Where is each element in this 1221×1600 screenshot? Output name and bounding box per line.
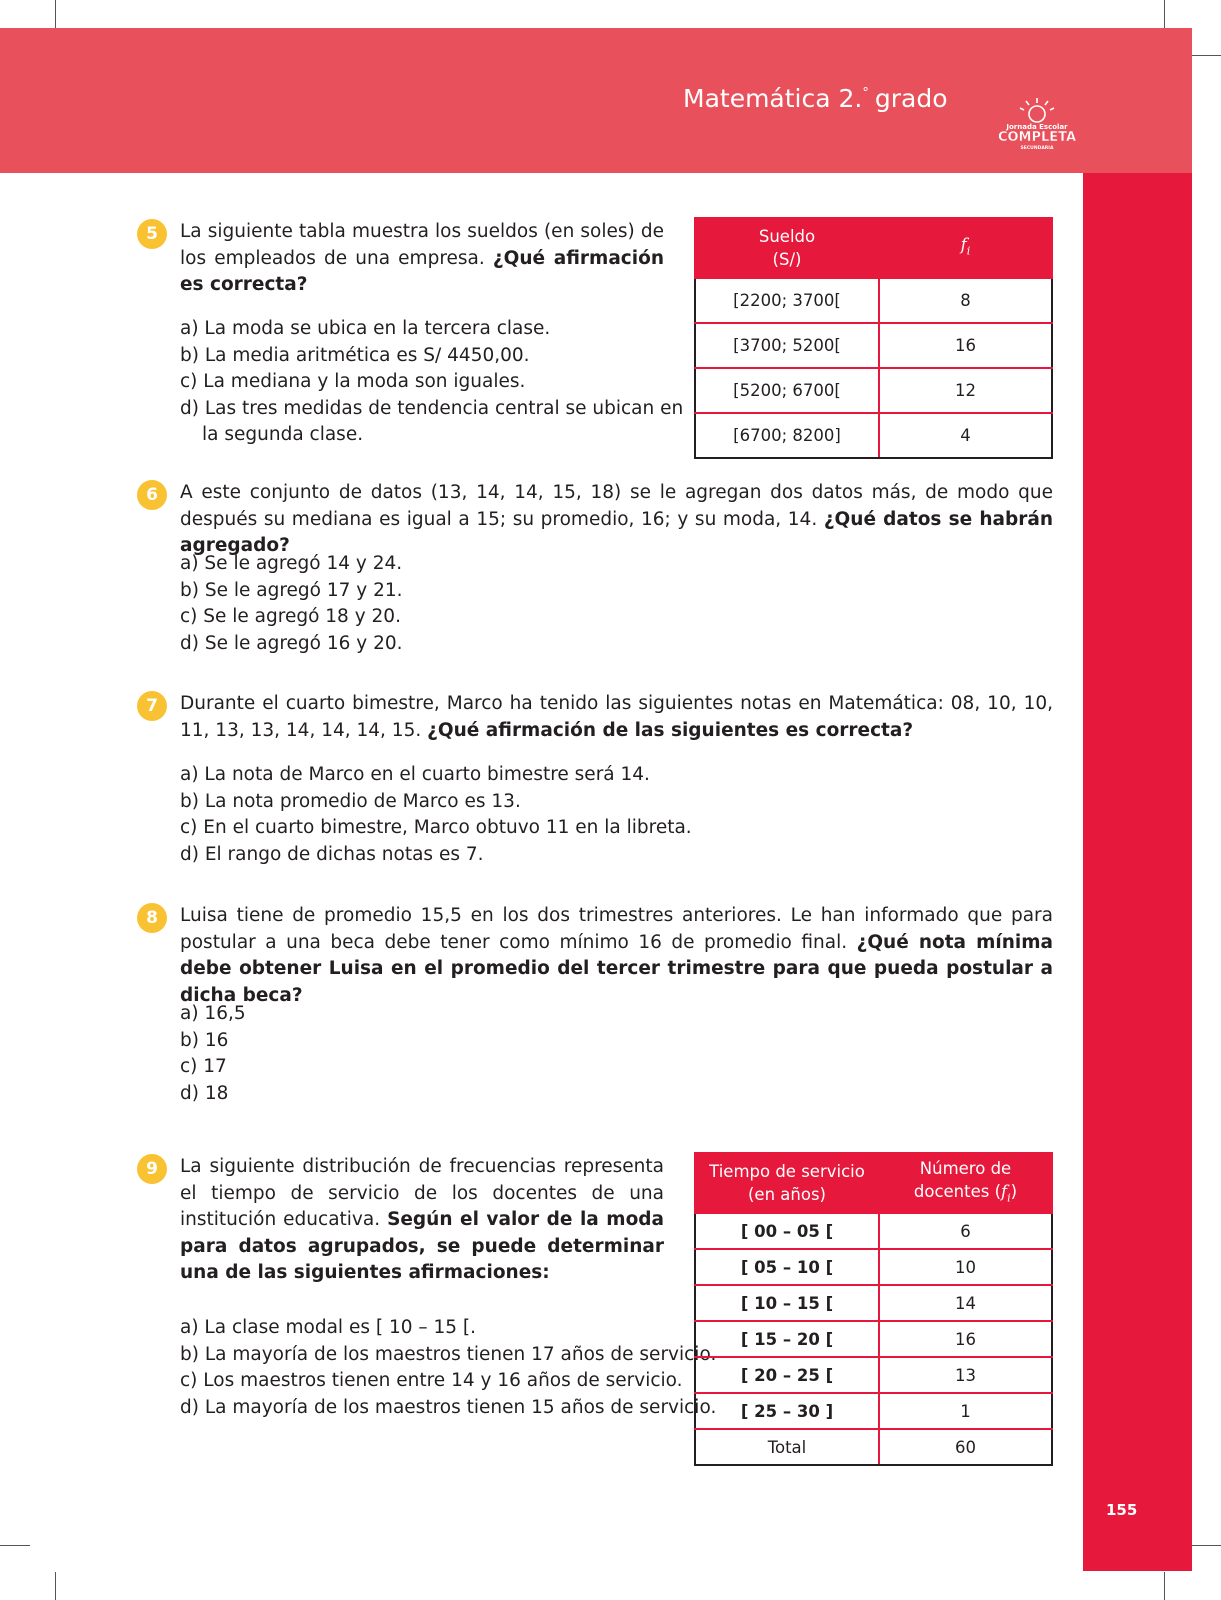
question-9-options [180,1315,716,1421]
service-time-frequency-table [694,1152,1053,1466]
total-value: 60 [879,1429,1052,1465]
table-row [695,1321,1052,1357]
interval-cell: [3700; 5200[ [695,323,879,368]
question-9-stem: La siguiente distribución de frecuencias representa el tiempo de servicio de los docentes de una institución educativa. Según el valor de la moda para datos agrupados, se puede determinar una de las siguientes afirmaciones: [180,1156,665,1283]
option-a[interactable]: a) La clase modal es [ 10 – 15 [. [180,1317,477,1338]
crop-mark [1164,1572,1165,1600]
page-number: 155 [1106,1501,1138,1519]
option-d[interactable]: d) Se le agregó 16 y 20. [180,632,403,654]
table-row [695,1213,1052,1249]
frequency-cell: 14 [879,1285,1052,1321]
option-b[interactable]: b) La media aritmética es S/ 4450,00. [180,344,530,366]
table-row [695,413,1052,458]
question-number-badge: 6 [137,480,167,510]
logo-line3: SECUNDARIA [1020,146,1054,151]
table-row [695,368,1052,413]
option-a[interactable]: a) La moda se ubica en la tercera clase. [180,318,551,339]
interval-cell: [ 25 – 30 ] [695,1393,879,1429]
page-title: Matemática 2.° grado [683,84,948,113]
jornada-escolar-logo [998,96,1076,154]
question-5-stem: La siguiente tabla muestra los sueldos (en soles) de los empleados de una empresa. ¿Qué afirmación es correcta? [180,221,664,295]
header-cell: Sueldo (S/) [695,218,879,278]
option-b[interactable]: b) 16 [180,1029,229,1051]
question-6-stem: A este conjunto de datos (13, 14, 14, 15, 18) se le agregan dos datos más, de modo que después su mediana es igual a 15; su promedio, 16; y su moda, 14. ¿Qué datos se habrán agregado? [180,482,1053,556]
header-cell: Tiempo de servicio (en años) [695,1153,879,1213]
option-c[interactable]: c) Se le agregó 18 y 20. [180,606,401,627]
question-8-options [180,1001,246,1107]
question-number-badge: 5 [137,219,167,249]
table-row [695,278,1052,323]
sidebar-band [1083,173,1192,1571]
option-c[interactable]: c) La mediana y la moda son iguales. [180,371,526,392]
frequency-cell: 4 [879,413,1052,458]
frequency-cell: 8 [879,278,1052,323]
option-d[interactable]: d) 18 [180,1082,229,1104]
table-total-row [695,1429,1052,1465]
table-row [695,323,1052,368]
table-row [695,1249,1052,1285]
frequency-cell: 12 [879,368,1052,413]
interval-cell: [ 00 – 05 [ [695,1213,879,1249]
logo-line1: Jornada Escolar [1006,123,1068,131]
crop-mark [55,1572,56,1600]
table-row [695,1285,1052,1321]
crop-mark [1192,55,1221,56]
frequency-cell: 10 [879,1249,1052,1285]
option-b[interactable]: b) La mayoría de los maestros tienen 17 años de servicio. [180,1343,717,1365]
interval-cell: [ 20 – 25 [ [695,1357,879,1393]
option-b[interactable]: b) La nota promedio de Marco es 13. [180,790,521,812]
option-d[interactable]: d) El rango de dichas notas es 7. [180,843,484,865]
question-6-options [180,551,403,657]
option-c[interactable]: c) 17 [180,1056,227,1077]
crop-mark [1192,1545,1221,1546]
frequency-cell: 6 [879,1213,1052,1249]
option-d[interactable]: d) Las tres medidas de tendencia central se ubican en la segunda clase. [180,397,684,445]
question-number-badge: 8 [137,903,167,933]
table-row [695,1393,1052,1429]
frequency-cell: 13 [879,1357,1052,1393]
option-b[interactable]: b) Se le agregó 17 y 21. [180,579,403,601]
option-a[interactable]: a) Se le agregó 14 y 24. [180,553,403,574]
header-cell: $f_i$ [879,218,1052,278]
interval-cell: [ 10 – 15 [ [695,1285,879,1321]
interval-cell: [ 15 – 20 [ [695,1321,879,1357]
option-d[interactable]: d) La mayoría de los maestros tienen 15 años de servicio. [180,1396,717,1418]
question-number-badge: 7 [137,691,167,721]
interval-cell: [2200; 3700[ [695,278,879,323]
crop-mark [55,0,56,30]
question-8-stem: Luisa tiene de promedio 15,5 en los dos trimestres anteriores. Le han informado que para postular a una beca debe tener como mínimo 16 de promedio final. ¿Qué nota mínima debe obtener Luisa en el promedio del tercer trimestre para que pueda postular a dicha beca? [180,905,1053,1006]
salary-frequency-table [694,217,1053,459]
question-5-options [180,316,683,449]
frequency-cell: 1 [879,1393,1052,1429]
crop-mark [0,1545,30,1546]
logo-line2: COMPLETA [998,130,1076,145]
frequency-cell: 16 [879,323,1052,368]
interval-cell: [ 05 – 10 [ [695,1249,879,1285]
question-7-options [180,762,692,868]
interval-cell: [6700; 8200] [695,413,879,458]
option-a[interactable]: a) 16,5 [180,1003,246,1024]
option-c[interactable]: c) En el cuarto bimestre, Marco obtuvo 11 en la libreta. [180,817,692,838]
table-header-row [695,1153,1052,1213]
question-7-stem: Durante el cuarto bimestre, Marco ha tenido las siguientes notas en Matemática: 08, 10, 10, 11, 13, 13, 14, 14, 14, 15. ¿Qué afirmación de las siguientes es correcta? [180,693,1053,741]
option-a[interactable]: a) La nota de Marco en el cuarto bimestre será 14. [180,764,650,785]
crop-mark [1164,0,1165,30]
frequency-cell: 16 [879,1321,1052,1357]
question-number-badge: 9 [137,1154,167,1184]
table-row [695,1357,1052,1393]
interval-cell: [5200; 6700[ [695,368,879,413]
total-label: Total [695,1429,879,1465]
option-c[interactable]: c) Los maestros tienen entre 14 y 16 años de servicio. [180,1370,683,1391]
table-header-row [695,218,1052,278]
header-cell: Número de docentes $(f_i)$ [879,1153,1052,1213]
